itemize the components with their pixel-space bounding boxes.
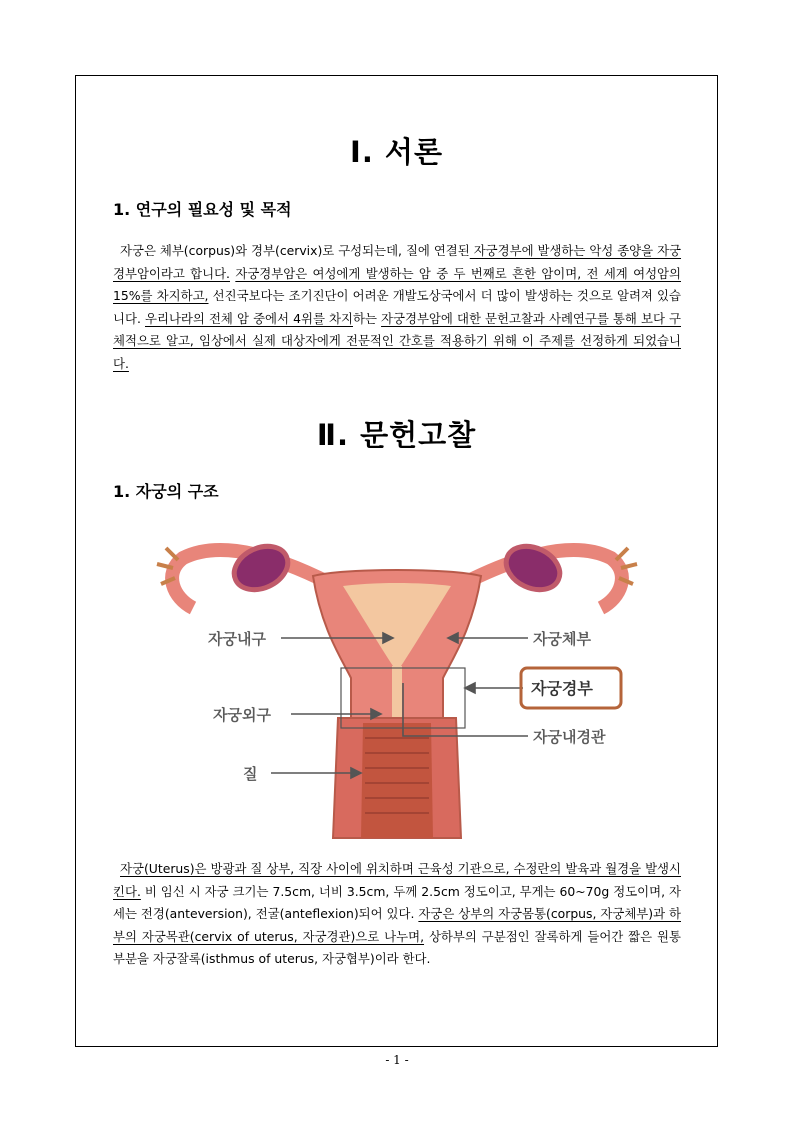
text-run: 자궁은 체부(corpus)와 경부(cervix)로 구성되는데, 질에 연결된 <box>120 243 470 258</box>
underlined-text-run: 자궁경부암에 대한 문헌고찰과 사례연구를 통해 보다 구체적으로 알고, 임상에서 실제 대상자에게 전문적인 간호를 적용하기 위해 이 주제를 선정하게 되었습니다. <box>113 310 681 371</box>
uterus-diagram <box>113 518 681 848</box>
uterus-anatomy-figure <box>113 518 681 848</box>
text-run: 상하부의 구분점인 잘록하게 들어간 짧은 원통부분을 자궁잘록(isthmus of uterus, 자궁협부)이라 한다. <box>113 928 681 967</box>
arrow-cervix-head <box>465 683 475 693</box>
label-external-os: 자궁외구 <box>213 706 271 724</box>
label-vagina: 질 <box>243 765 258 783</box>
underlined-text-run: 자궁은 상부의 자궁몸통(corpus, 자궁체부)과 하부의 자궁목관(cervix of uterus, 자궁경관)으로 나누며, <box>113 906 681 944</box>
chapter-title-literature-review: Ⅱ. 문헌고찰 <box>316 418 477 452</box>
vaginal-canal <box>361 723 433 838</box>
paragraph-uterus-description <box>113 858 681 971</box>
page-number: - 1 - <box>385 1053 409 1067</box>
chapter-title-introduction: Ⅰ. 서론 <box>350 135 443 169</box>
paragraph-introduction <box>113 240 681 376</box>
label-endocervical-canal: 자궁내경관 <box>533 728 606 746</box>
section-title-uterus-structure: 1. 자궁의 구조 <box>113 482 219 501</box>
text-run: 선진국보다는 조기진단이 어려운 개발도상국에서 더 많이 발생하는 것으로 알려져 있습니다. <box>113 288 681 326</box>
label-internal-os: 자궁내구 <box>208 630 266 648</box>
label-uterine-body: 자궁체부 <box>533 630 591 648</box>
underlined-text-run: 우리나라의 전체 암 중에서 4위를 차지 <box>145 310 353 326</box>
underlined-text-run: 자궁(Uterus)은 방광과 질 상부, 직장 사이에 위치하며 근육성 기관으로, 수정란의 발육과 월경을 발생시킨다. <box>113 861 681 899</box>
section-title-necessity: 1. 연구의 필요성 및 목적 <box>113 200 292 219</box>
text-run: 하는 <box>352 310 382 326</box>
underlined-text-run: 자궁경부에 발생하는 악성 종양을 자궁경부암이라고 합니다. <box>113 243 682 281</box>
text-run: 비 임신 시 자궁 크기는 7.5cm, 너비 3.5cm, 두께 2.5cm 정도이고, 무게는 60~70g 정도이며, 자세는 전경(anteversion), 전굴(anteflexion)되어 있다. <box>113 883 681 922</box>
underlined-text-run: 자궁경부암은 여성에게 발생하는 암 중 두 번째로 흔한 암이며, 전 세계 여성암의 15%를 차지하고, <box>113 265 681 304</box>
label-cervix: 자궁경부 <box>531 679 593 698</box>
